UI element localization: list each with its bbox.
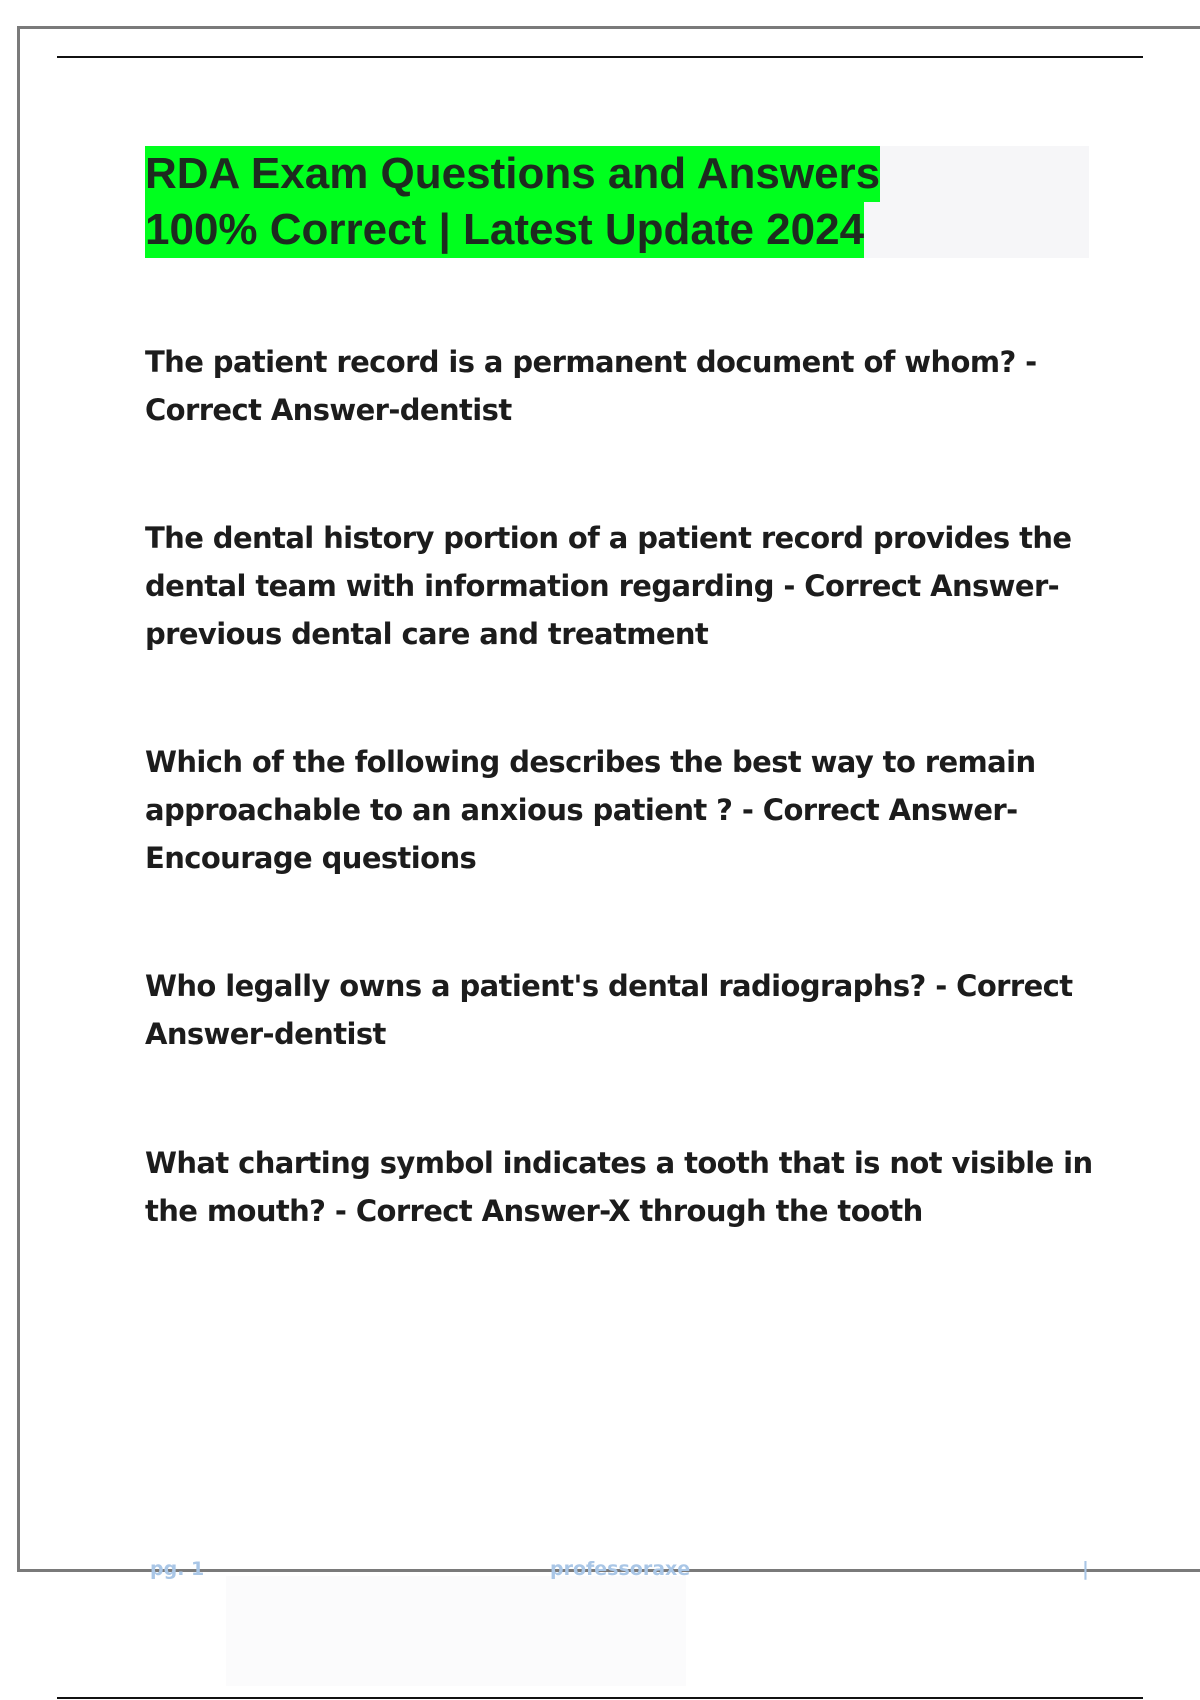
qa-line: The patient record is a permanent document of whom? - <box>145 345 1037 379</box>
qa-item-4 <box>145 962 1073 1058</box>
qa-line: Answer-dentist <box>145 1017 386 1051</box>
qa-line: The dental history portion of a patient record provides the <box>145 521 1072 555</box>
title-line-1: RDA Exam Questions and Answers <box>145 146 880 202</box>
qa-line: Encourage questions <box>145 841 477 875</box>
qa-line: dental team with information regarding - Correct Answer- <box>145 569 1060 603</box>
qa-item-2 <box>145 514 1072 658</box>
qa-line: Who legally owns a patient's dental radiographs? - Correct <box>145 969 1073 1003</box>
footer-page-number: pg. 1 <box>150 1558 205 1580</box>
title-line-2-wrap <box>145 202 1089 258</box>
qa-line: Which of the following describes the best way to remain <box>145 745 1036 779</box>
qa-line: approachable to an anxious patient ? - Correct Answer- <box>145 793 1018 827</box>
header-rule <box>57 56 1143 58</box>
qa-line: the mouth? - Correct Answer-X through the tooth <box>145 1194 923 1228</box>
footer-right-mark: | <box>1082 1558 1089 1580</box>
title-line-1-wrap <box>145 146 1089 202</box>
footer-band <box>226 1576 686 1686</box>
document-title <box>145 146 1089 258</box>
qa-item-3 <box>145 738 1065 882</box>
qa-line: Correct Answer-dentist <box>145 393 512 427</box>
qa-item-5 <box>145 1139 1093 1235</box>
qa-item-1 <box>145 338 1065 434</box>
bottom-rule <box>57 1697 1143 1699</box>
title-line-2: 100% Correct | Latest Update 2024 <box>145 202 864 258</box>
qa-line: previous dental care and treatment <box>145 617 709 651</box>
footer-author: professoraxe <box>550 1558 691 1580</box>
qa-line: What charting symbol indicates a tooth that is not visible in <box>145 1146 1093 1180</box>
